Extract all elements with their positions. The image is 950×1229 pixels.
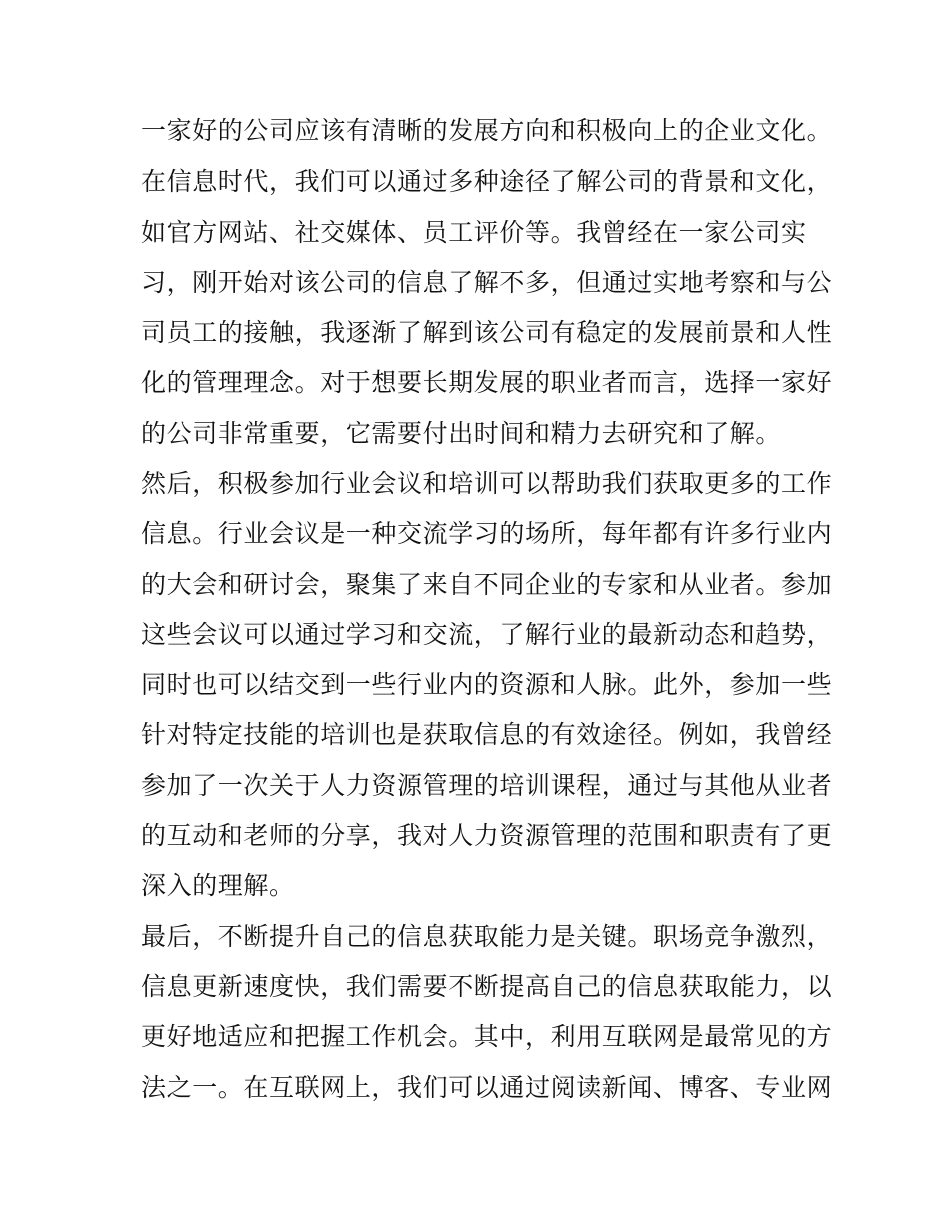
text-line: 司员工的接触，我逐渐了解到该公司有稳定的发展前景和人性	[141, 318, 833, 347]
text-line: 的互动和老师的分享，我对人力资源管理的范围和职责有了更	[141, 821, 833, 850]
text-line: 深入的理解。	[141, 871, 295, 900]
text-line: 的大会和研讨会，聚集了来自不同企业的专家和从业者。参加	[141, 570, 833, 599]
text-line: 然后，积极参加行业会议和培训可以帮助我们获取更多的工作	[141, 469, 833, 498]
text-line: 更好地适应和把握工作机会。其中，利用互联网是最常见的方	[141, 1022, 833, 1051]
text-line: 一家好的公司应该有清晰的发展方向和积极向上的企业文化。	[141, 116, 833, 145]
text-line: 如官方网站、社交媒体、员工评价等。我曾经在一家公司实	[141, 218, 807, 247]
text-line: 的公司非常重要，它需要付出时间和精力去研究和了解。	[141, 419, 782, 448]
text-line: 信息。行业会议是一种交流学习的场所，每年都有许多行业内	[141, 519, 833, 548]
text-line: 在信息时代，我们可以通过多种途径了解公司的背景和文化，	[141, 167, 833, 196]
text-line: 法之一。在互联网上，我们可以通过阅读新闻、博客、专业网	[141, 1073, 833, 1102]
text-line: 信息更新速度快，我们需要不断提高自己的信息获取能力，以	[141, 972, 833, 1001]
text-line: 针对特定技能的培训也是获取信息的有效途径。例如，我曾经	[141, 720, 833, 749]
text-line: 这些会议可以通过学习和交流，了解行业的最新动态和趋势，	[141, 620, 833, 649]
text-line: 习，刚开始对该公司的信息了解不多，但通过实地考察和与公	[141, 268, 833, 297]
text-line: 同时也可以结交到一些行业内的资源和人脉。此外，参加一些	[141, 670, 833, 699]
text-line: 参加了一次关于人力资源管理的培训课程，通过与其他从业者	[141, 771, 833, 800]
text-line: 化的管理理念。对于想要长期发展的职业者而言，选择一家好	[141, 368, 833, 397]
text-line: 最后，不断提升自己的信息获取能力是关键。职场竞争激烈，	[141, 922, 833, 951]
